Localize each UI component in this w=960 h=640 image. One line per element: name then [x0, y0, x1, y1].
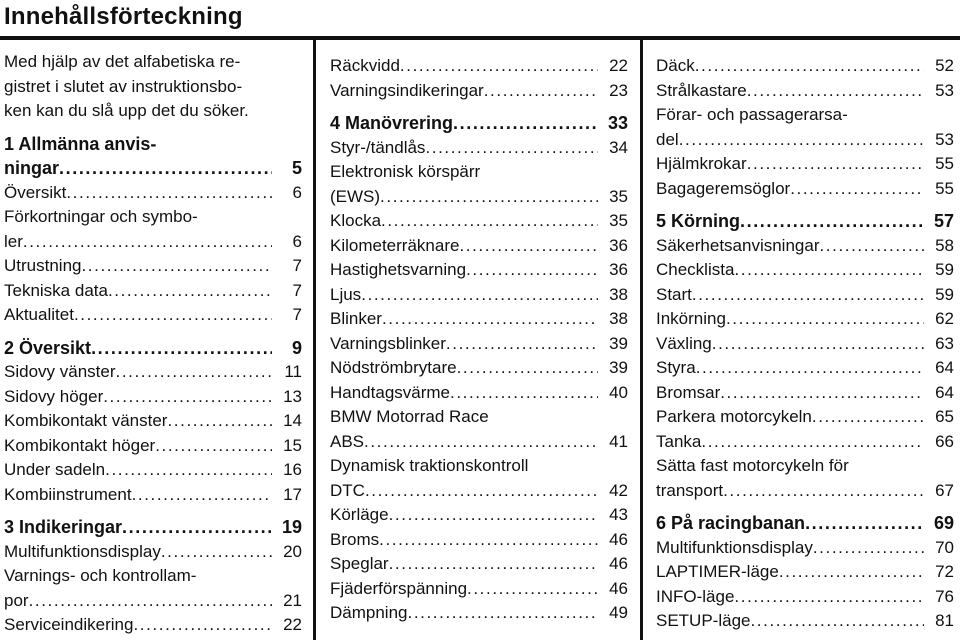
entry-label: Inkörning — [656, 309, 726, 328]
entry-label: Fjäderförspänning — [330, 578, 468, 598]
dot-leader — [381, 209, 598, 234]
dot-leader — [696, 356, 924, 381]
page-number: 59 — [935, 284, 954, 304]
entry-label: Styra — [656, 358, 696, 377]
page-number: 41 — [609, 431, 628, 451]
toc-entry[interactable] — [4, 254, 302, 279]
dot-leader — [23, 230, 272, 255]
entry-label: LAPTIMER-läge — [656, 562, 779, 581]
toc-column-3 — [656, 40, 954, 634]
dot-leader — [167, 409, 272, 434]
page-number: 69 — [933, 513, 954, 533]
toc-entry[interactable] — [4, 540, 302, 565]
entry-label: Multifunktionsdisplay — [656, 537, 813, 557]
toc-entry[interactable] — [4, 458, 302, 483]
toc-entry[interactable] — [656, 152, 954, 177]
toc-entry[interactable] — [4, 385, 302, 410]
entry-label: Översikt — [4, 182, 67, 202]
toc-entry[interactable] — [4, 181, 302, 206]
toc-entry[interactable] — [330, 405, 628, 454]
page-number: 59 — [935, 260, 954, 279]
page-number: 70 — [935, 537, 954, 557]
column-divider — [313, 40, 316, 640]
page-number: 33 — [607, 113, 628, 133]
entry-label: Under sadeln — [4, 460, 106, 479]
toc-entry[interactable] — [656, 103, 954, 152]
dot-leader — [695, 54, 924, 79]
entry-label: Varningsindikeringar — [330, 80, 484, 100]
dot-leader — [105, 458, 272, 483]
dot-leader — [59, 156, 272, 181]
page-number: 38 — [609, 309, 628, 328]
toc-entry[interactable] — [656, 234, 954, 259]
toc-entry[interactable] — [656, 381, 954, 406]
entry-label: Kombiinstrument — [4, 484, 132, 504]
dot-leader — [484, 79, 598, 104]
dot-leader — [457, 356, 598, 381]
page-number: 7 — [292, 305, 302, 324]
page-number: 7 — [292, 280, 302, 300]
entry-label: SETUP-läge — [656, 611, 751, 630]
page-number: 22 — [283, 615, 302, 634]
dot-leader — [779, 560, 924, 585]
toc-entry[interactable] — [656, 405, 954, 430]
page-number: 49 — [609, 603, 628, 622]
entry-label: Varningsblinker — [330, 333, 446, 353]
page-number: 34 — [609, 137, 628, 157]
page-number: 55 — [935, 178, 954, 198]
dot-leader — [720, 381, 924, 406]
page-number: 66 — [935, 431, 954, 451]
toc-entry[interactable] — [330, 79, 628, 104]
dot-leader — [747, 152, 924, 177]
toc-entry[interactable] — [330, 258, 628, 283]
toc-entry[interactable] — [4, 434, 302, 459]
page-number: 65 — [935, 407, 954, 426]
page-number: 23 — [609, 80, 628, 100]
entry-label: Däck — [656, 56, 695, 75]
toc-entry[interactable] — [656, 536, 954, 561]
toc-entry[interactable] — [330, 160, 628, 209]
page-number: 64 — [935, 382, 954, 402]
toc-entry[interactable] — [330, 454, 628, 503]
dot-leader — [132, 483, 272, 508]
toc-entry[interactable] — [656, 609, 954, 634]
dot-leader — [726, 307, 924, 332]
toc-entry[interactable] — [330, 356, 628, 381]
page-number: 36 — [609, 260, 628, 279]
entry-label-line: Varnings- och kontrollam- — [4, 566, 197, 585]
page-number: 6 — [292, 182, 302, 202]
dot-leader — [66, 181, 272, 206]
entry-label: 5 Körning — [656, 211, 740, 231]
dot-leader — [81, 254, 272, 279]
page-number: 39 — [609, 358, 628, 377]
toc-entry[interactable] — [330, 381, 628, 406]
dot-leader — [819, 234, 924, 259]
dot-leader — [701, 430, 924, 455]
page-number: 13 — [283, 386, 302, 406]
column-divider — [640, 40, 643, 640]
toc-entry[interactable] — [4, 279, 302, 304]
dot-leader — [692, 283, 924, 308]
page-number: 76 — [935, 586, 954, 606]
toc-entry[interactable] — [4, 613, 302, 638]
dot-leader — [466, 258, 598, 283]
dot-leader — [122, 515, 272, 540]
page-number: 20 — [283, 541, 302, 561]
page-number: 19 — [281, 517, 302, 537]
entry-label-line: Dynamisk traktionskontroll — [330, 456, 529, 475]
toc-entry[interactable] — [4, 205, 302, 254]
dot-leader — [805, 511, 924, 536]
toc-entry[interactable] — [656, 560, 954, 585]
toc-entry[interactable] — [656, 454, 954, 503]
page-number: 11 — [284, 362, 302, 381]
page-number: 22 — [609, 56, 628, 75]
page-number: 55 — [935, 154, 954, 173]
dot-leader — [389, 503, 598, 528]
entry-label: Säkerhetsanvisningar — [656, 235, 820, 255]
dot-leader — [408, 601, 599, 626]
toc-entry[interactable] — [4, 303, 302, 328]
dot-leader — [740, 209, 924, 234]
page-number: 46 — [609, 554, 628, 573]
page-number: 63 — [935, 333, 954, 353]
dot-leader — [400, 54, 598, 79]
page-number: 38 — [609, 284, 628, 304]
page-title: Innehållsförteckning — [4, 3, 243, 30]
toc-entry[interactable] — [330, 601, 628, 626]
dot-leader — [712, 332, 924, 357]
page-number: 35 — [609, 211, 628, 230]
dot-leader — [155, 434, 272, 459]
toc-entry[interactable] — [330, 283, 628, 308]
toc-entry[interactable] — [656, 356, 954, 381]
entry-label-line: BMW Motorrad Race — [330, 407, 489, 426]
page-number: 46 — [609, 529, 628, 549]
entry-label-line: Förkortningar och symbo- — [4, 207, 198, 226]
entry-label: Sidovy vänster — [4, 362, 116, 381]
entry-label: Nödströmbrytare — [330, 358, 457, 377]
entry-label: Aktualitet — [4, 305, 74, 324]
entry-label: Styr-/tändlås — [330, 137, 426, 157]
dot-leader — [446, 332, 598, 357]
chapter-2 — [4, 336, 302, 508]
entry-label: Parkera motorcykeln — [656, 407, 812, 426]
entry-label: Tanka — [656, 431, 702, 451]
page-number: 52 — [935, 56, 954, 75]
dot-leader — [103, 385, 272, 410]
chapter-heading[interactable] — [4, 336, 302, 361]
entry-label: Dämpning — [330, 603, 408, 622]
toc-entry[interactable] — [330, 528, 628, 553]
page-number: 58 — [935, 235, 954, 255]
entry-label: ABS — [330, 431, 365, 451]
entry-label: INFO-läge — [656, 586, 735, 606]
toc-entry[interactable] — [330, 209, 628, 234]
entry-label: Checklista — [656, 260, 735, 279]
toc-entry[interactable] — [330, 577, 628, 602]
page-number: 64 — [935, 358, 954, 377]
dot-leader — [459, 234, 598, 259]
entry-label: 3 Indikeringar — [4, 517, 123, 537]
entry-label-line: Förar- och passagerarsa- — [656, 105, 848, 124]
page-number: 42 — [609, 480, 628, 500]
page-number: 9 — [291, 337, 302, 358]
chapter-4-cont — [656, 54, 954, 201]
intro-line: Med hjälp av det alfabetiska re- — [4, 52, 241, 71]
toc-entry[interactable] — [4, 483, 302, 508]
dot-leader — [453, 111, 598, 136]
dot-leader — [747, 79, 924, 104]
page-number: 17 — [283, 484, 302, 504]
dot-leader — [812, 405, 924, 430]
entry-label: Broms — [330, 529, 380, 549]
toc-entry[interactable] — [656, 177, 954, 202]
dot-leader — [161, 540, 272, 565]
entry-label: Blinker — [330, 309, 382, 328]
chapter-6 — [656, 511, 954, 634]
entry-label-line: 1 Allmänna anvis- — [4, 133, 157, 154]
dot-leader — [467, 577, 598, 602]
entry-label: Kombikontakt vänster — [4, 411, 168, 430]
page-number: 53 — [935, 129, 954, 149]
page-number: 40 — [609, 382, 628, 402]
entry-label: (EWS) — [330, 186, 381, 206]
dot-leader — [361, 283, 598, 308]
entry-label: Körläge — [330, 505, 389, 524]
toc-entry[interactable] — [330, 552, 628, 577]
toc-entry[interactable] — [330, 503, 628, 528]
dot-leader — [734, 258, 924, 283]
page-number: 46 — [609, 578, 628, 598]
entry-label: Ljus — [330, 284, 362, 304]
chapter-heading[interactable] — [4, 515, 302, 540]
entry-label: Klocka — [330, 211, 382, 230]
toc-entry[interactable] — [330, 136, 628, 161]
page-number: 16 — [283, 460, 302, 479]
entry-label: Handtagsvärme — [330, 382, 451, 402]
intro-text — [4, 50, 302, 124]
toc-entry[interactable] — [656, 258, 954, 283]
entry-label: Räckvidd — [330, 56, 400, 75]
toc-entry[interactable] — [656, 332, 954, 357]
page-number: 5 — [291, 158, 302, 178]
toc-entry[interactable] — [656, 430, 954, 455]
chapter-heading[interactable] — [330, 111, 628, 136]
page-number: 15 — [283, 435, 302, 455]
entry-label-line: Elektronisk körspärr — [330, 162, 481, 181]
dot-leader — [380, 185, 598, 210]
chapter-heading[interactable] — [656, 209, 954, 234]
page-number: 81 — [935, 611, 954, 630]
entry-label: Kombikontakt höger — [4, 435, 156, 455]
entry-label: Växling — [656, 333, 712, 353]
entry-label: DTC — [330, 480, 365, 500]
toc-entry[interactable] — [4, 360, 302, 385]
entry-label-line: Sätta fast motorcykeln för — [656, 456, 849, 475]
dot-leader — [723, 479, 924, 504]
intro-line: gistret i slutet av instruktionsbo- — [4, 76, 243, 96]
entry-label: Speglar — [330, 554, 389, 573]
dot-leader — [108, 279, 272, 304]
chapter-5 — [656, 209, 954, 503]
entry-label: Strålkastare — [656, 80, 747, 100]
toc-entry[interactable] — [4, 564, 302, 613]
page-number: 43 — [609, 505, 628, 524]
toc-entry[interactable] — [330, 234, 628, 259]
dot-leader — [29, 589, 272, 614]
entry-label: 4 Manövrering — [330, 113, 454, 133]
entry-label: 2 Översikt — [4, 337, 92, 358]
dot-leader — [813, 536, 924, 561]
page-number: 6 — [292, 231, 302, 251]
page-number: 7 — [292, 256, 302, 275]
page-number: 62 — [935, 309, 954, 328]
toc-entry[interactable] — [656, 79, 954, 104]
dot-leader — [382, 307, 598, 332]
dot-leader — [679, 128, 924, 153]
entry-label: Hjälmkrokar — [656, 154, 747, 173]
intro-line: ken kan du slå upp det du söker. — [4, 101, 249, 120]
entry-label: Multifunktionsdisplay — [4, 541, 161, 561]
entry-label: por — [4, 590, 29, 610]
entry-label: Hastighetsvarning — [330, 260, 467, 279]
toc-entry[interactable] — [4, 409, 302, 434]
entry-label: transport — [656, 480, 724, 500]
entry-label: Bromsar — [656, 382, 721, 402]
chapter-heading[interactable] — [4, 132, 302, 181]
entry-label: Kilometerräknare — [330, 235, 460, 255]
entry-label: Bagageremsöglor — [656, 178, 791, 198]
chapter-heading[interactable] — [656, 511, 954, 536]
page-number: 21 — [283, 590, 302, 610]
dot-leader — [734, 585, 924, 610]
page-number: 35 — [609, 186, 628, 206]
dot-leader — [133, 613, 272, 638]
dot-leader — [364, 430, 598, 455]
dot-leader — [379, 528, 598, 553]
toc-entry[interactable] — [656, 283, 954, 308]
dot-leader — [750, 609, 924, 634]
toc-entry[interactable] — [330, 307, 628, 332]
dot-leader — [91, 336, 272, 361]
entry-label: 6 På racingbanan — [656, 513, 806, 533]
toc-entry[interactable] — [656, 54, 954, 79]
page-number: 14 — [283, 411, 302, 430]
chapter-1 — [4, 132, 302, 328]
dot-leader — [74, 303, 272, 328]
page-number: 57 — [933, 211, 954, 231]
entry-label: Sidovy höger — [4, 386, 104, 406]
toc-entry[interactable] — [656, 307, 954, 332]
dot-leader — [365, 479, 598, 504]
dot-leader — [790, 177, 924, 202]
dot-leader — [425, 136, 598, 161]
toc-column-1 — [4, 40, 302, 638]
entry-label: Utrustning — [4, 256, 82, 275]
toc-entry[interactable] — [656, 585, 954, 610]
entry-label: Start — [656, 284, 692, 304]
dot-leader — [116, 360, 273, 385]
page-number: 53 — [935, 80, 954, 100]
toc-entry[interactable] — [330, 54, 628, 79]
page-number: 72 — [935, 562, 954, 581]
toc-column-2 — [330, 40, 628, 626]
chapter-3 — [4, 515, 302, 638]
chapter-4 — [330, 111, 628, 626]
page-number: 36 — [609, 235, 628, 255]
page-number: 67 — [935, 480, 954, 500]
entry-label: Serviceindikering — [4, 615, 134, 634]
entry-label: del — [656, 129, 679, 149]
page-number: 39 — [609, 333, 628, 353]
toc-entry[interactable] — [330, 332, 628, 357]
entry-label: Tekniska data — [4, 280, 108, 300]
dot-leader — [389, 552, 598, 577]
entry-label: ler — [4, 231, 23, 251]
entry-label: ningar — [4, 158, 60, 178]
dot-leader — [450, 381, 598, 406]
chapter-3-cont — [330, 54, 628, 103]
